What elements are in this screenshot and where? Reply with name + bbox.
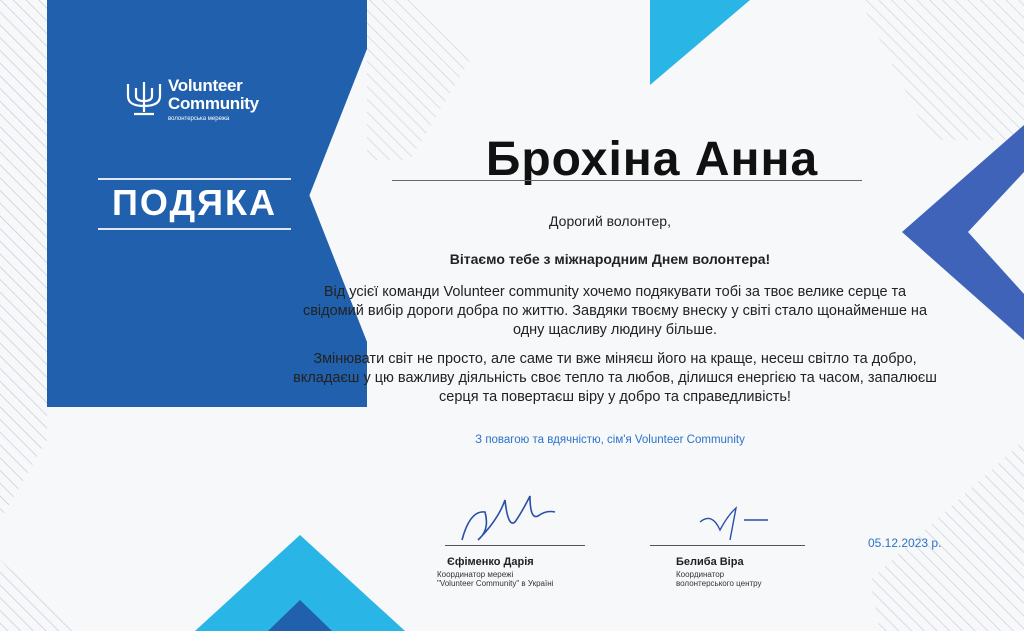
role-line: Координатор (676, 570, 725, 579)
paragraph-line: одну щасливу людину більше. (512, 322, 718, 338)
top-right-hatch (860, 0, 1024, 140)
logo-line-volunteer: Volunteer (168, 76, 243, 95)
paragraph-line: свідомий вибір дороги добра по життю. Завдяки твоєму внеску у світі стало щонайменше на (302, 303, 928, 319)
volunteer-community-logo (122, 74, 272, 128)
signatory-role (676, 570, 762, 588)
issue-date: 05.12.2023 р. (868, 536, 942, 550)
signature-line (445, 545, 585, 546)
top-cyan-triangle (650, 0, 750, 85)
paragraph-line: вкладаєш у цю важливу діяльність своє тепло та любов, ділишся енергією та часом, запалюєш (293, 370, 937, 386)
signatory-name: Єфіменко Дарія (447, 556, 534, 568)
regards-text: З повагою та вдячністю, сім'я Volunteer Community (475, 434, 745, 446)
role-line: "Volunteer Community" в Україні (437, 579, 554, 588)
logo-line-community: Community (168, 94, 259, 113)
paragraph-thanks (265, 283, 965, 340)
paragraph-change-world (245, 350, 985, 407)
paragraph-line: серця та повертаєш віру у добро та справедливість! (439, 389, 791, 405)
role-line: волонтерського центру (676, 579, 762, 588)
left-hatch-band (0, 0, 47, 520)
wish-text: Вітаємо тебе з міжнародним Днем волонтера! (449, 251, 771, 267)
role-line: Координатор мережі (437, 570, 514, 579)
recipient-name: Брохіна Анна (485, 133, 819, 186)
logo-subtitle: волонтерська мережа (168, 116, 230, 122)
paragraph-line: Від усієї команди Volunteer community хочемо подякувати тобі за твоє велике серце та (323, 284, 907, 300)
signatory-name: Белиба Віра (676, 556, 744, 568)
title-bottom-rule (98, 228, 291, 230)
certificate-title: ПОДЯКА (112, 182, 277, 223)
paragraph-line: Змінювати світ не просто, але саме ти вже міняєш його на краще, несеш світло та добро, (313, 351, 917, 367)
menorah-icon (122, 78, 166, 118)
greeting-text: Дорогий волонтер, (549, 213, 671, 229)
name-underline (392, 180, 862, 181)
bottom-left-hatch (0, 560, 80, 631)
signature-line (650, 545, 805, 546)
title-top-rule (98, 178, 291, 180)
signatory-role (437, 570, 553, 588)
